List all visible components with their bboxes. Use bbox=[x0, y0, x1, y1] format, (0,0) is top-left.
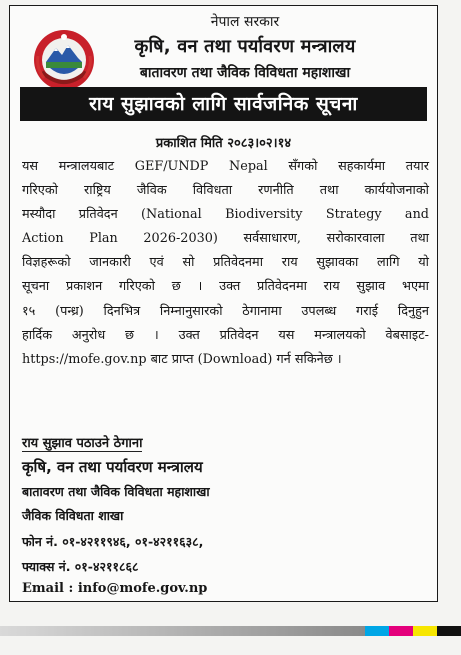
notice-body bbox=[22, 155, 429, 372]
color-swatch bbox=[365, 626, 389, 636]
body-line: Action Plan 2026-2030) सर्वसाधारण, सरोकारवाला तथा bbox=[22, 231, 429, 247]
address-phone: फोन नं. ०१-४२११९४६, ०१-४२११६३८, bbox=[22, 534, 204, 549]
division-name: बातावरण तथा जैविक विविधता महाशाखा bbox=[139, 65, 351, 81]
color-swatch bbox=[437, 626, 461, 636]
notice-title: राय सुझावको लागि सार्वजनिक सूचना bbox=[20, 87, 427, 121]
body-line: यस मन्त्रालयबाट GEF/UNDP Nepal सँगको सहकार्यमा तयार bbox=[22, 159, 429, 174]
body-line: विज्ञहरूको जानकारी एवं सो प्रतिवेदनमा राय सुझावका लागि यो bbox=[22, 255, 429, 271]
address-fax: फ्याक्स नं. ०१-४२११८६८ bbox=[22, 559, 139, 574]
government-name: नेपाल सरकार bbox=[210, 14, 280, 30]
body-line: https://mofe.gov.np बाट प्राप्त (Download) गर्न सकिनेछ । bbox=[22, 351, 342, 367]
body-line: हार्दिक अनुरोध छ । उक्त प्रतिवेदन यस मन्त्रालयको वेबसाइट- bbox=[22, 327, 429, 343]
color-swatch bbox=[413, 626, 437, 636]
address-ministry: कृषि, वन तथा पर्यावरण मन्त्रालय bbox=[22, 458, 203, 476]
body-line: सूचना प्रकाशन गरिएको छ । उक्त प्रतिवेदनमा राय सुझाव भएमा bbox=[22, 279, 429, 295]
address-division: बातावरण तथा जैविक विविधता महाशाखा bbox=[22, 484, 210, 499]
body-line: १५ (पन्ध्र) दिनभित्र निम्नानुसारको ठेगानामा उपलब्ध गराई दिनुहुन bbox=[22, 303, 429, 319]
address-section: जैविक विविधता शाखा bbox=[22, 508, 124, 523]
address-email: Email : info@mofe.gov.np bbox=[22, 581, 208, 596]
color-swatch bbox=[389, 626, 413, 636]
published-date: प्रकाशित मिति २०८३।०२।१४ bbox=[155, 136, 292, 151]
ministry-name: कृषि, वन तथा पर्यावरण मन्त्रालय bbox=[134, 36, 356, 57]
public-notice bbox=[9, 5, 438, 602]
body-line: गरिएको राष्ट्रिय जैविक विविधता रणनीति तथा कार्ययोजनाको bbox=[22, 183, 429, 199]
body-line: मस्यौदा प्रतिवेदन (National Biodiversity Strategy and bbox=[22, 207, 429, 223]
address-heading: राय सुझाव पठाउने ठेगाना bbox=[22, 433, 142, 451]
print-color-bar bbox=[0, 626, 461, 636]
grey-gradient-strip bbox=[0, 626, 365, 636]
